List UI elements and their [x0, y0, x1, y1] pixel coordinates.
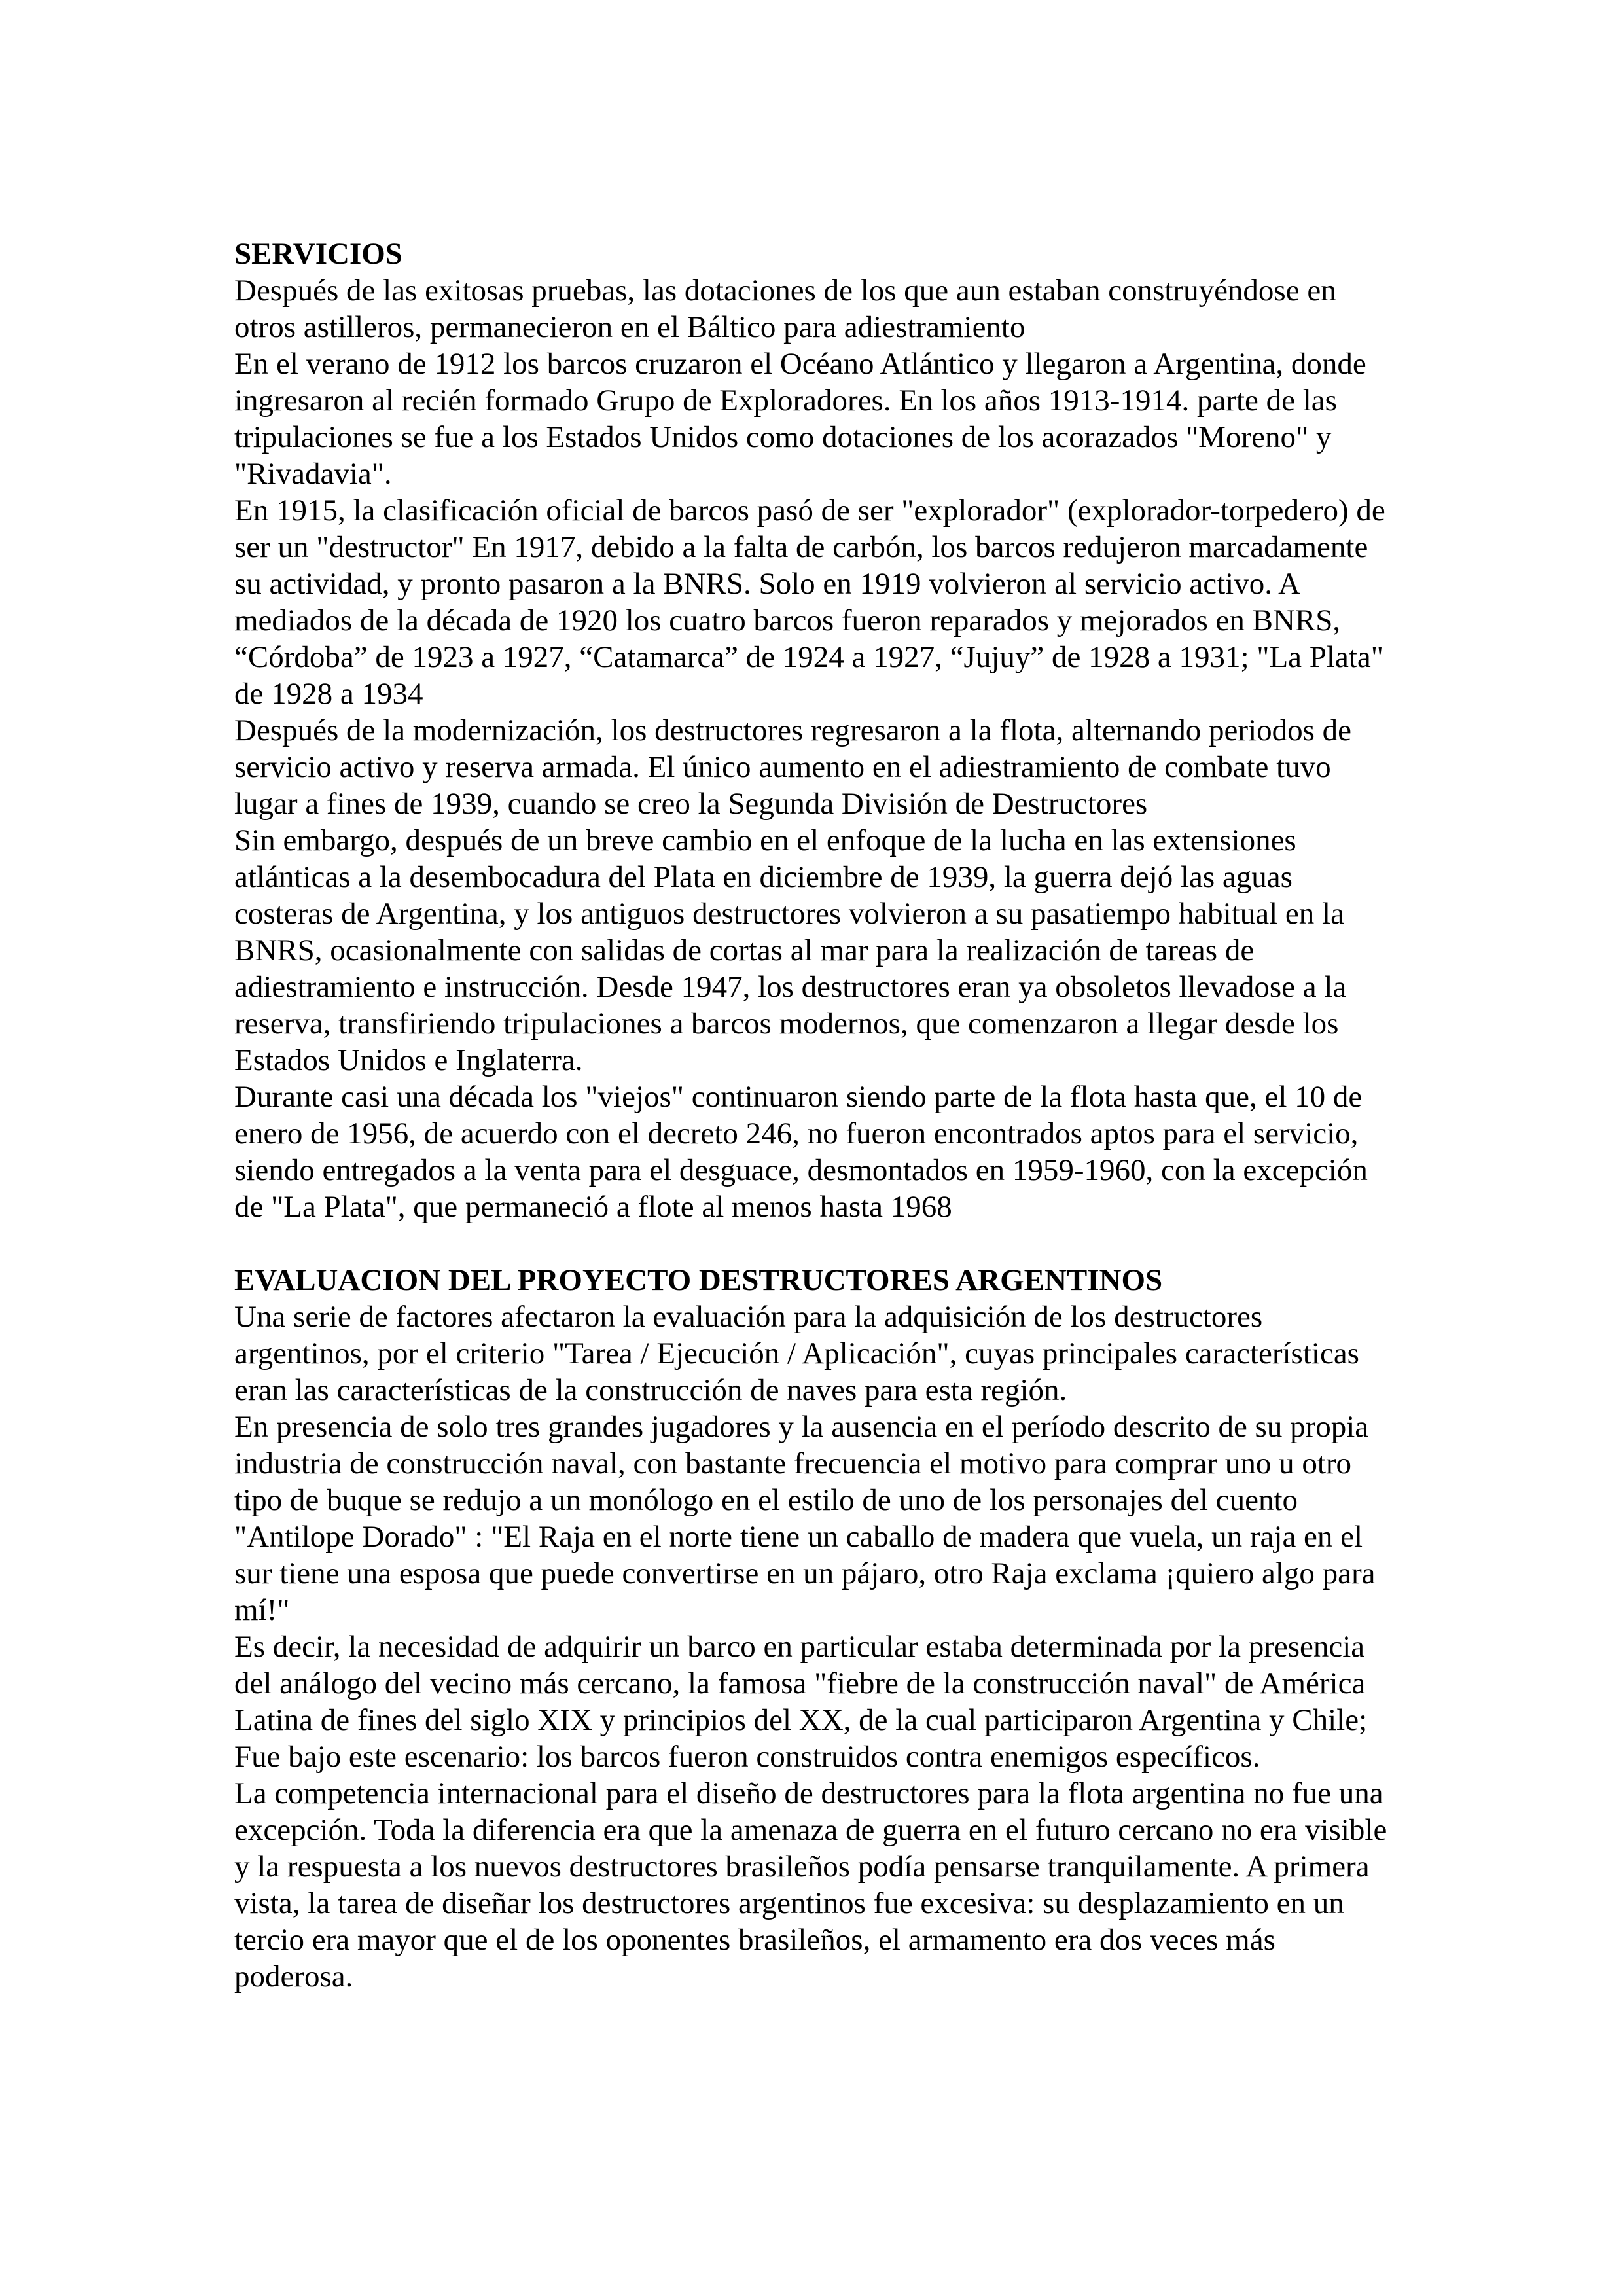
- paragraph: Durante casi una década los "viejos" continuaron siendo parte de la flota hasta que, el 10 de enero de 1956, de acuerdo con el decreto 246, no fueron encontrados aptos para el servicio, siendo entregados a la venta para el desguace, desmontados en 1959-1960, con la excepción de "La Plata", que permaneció a flote al menos hasta 1968: [234, 1080, 1368, 1224]
- section-evaluacion: [234, 1262, 1391, 1995]
- paragraph: Una serie de factores afectaron la evaluación para la adquisición de los destructores argentinos, por el criterio "Tarea / Ejecución / Aplicación", cuyas principales características eran las características de la construcción de naves para esta región.: [234, 1300, 1359, 1407]
- paragraph: La competencia internacional para el diseño de destructores para la flota argentina no fue una excepción. Toda la diferencia era que la amenaza de guerra en el futuro cercano no era visible y la respuesta a los nuevos destructores brasileños podía pensarse tranquilamente. A primera vista, la tarea de diseñar los destructores argentinos fue excesiva: su desplazamiento en un tercio era mayor que el de los oponentes brasileños, el armamento era dos veces más poderosa.: [234, 1776, 1387, 1994]
- paragraph: Después de las exitosas pruebas, las dotaciones de los que aun estaban construyéndose en otros astilleros, permanecieron en el Báltico para adiestramiento: [234, 274, 1336, 344]
- paragraph: En 1915, la clasificación oficial de barcos pasó de ser "explorador" (explorador-torpedero) de ser un "destructor" En 1917, debido a la falta de carbón, los barcos redujeron marcadamente su actividad, y pronto pasaron a la BNRS. Solo en 1919 volvieron al servicio activo. A mediados de la década de 1920 los cuatro barcos fueron reparados y mejorados en BNRS, “Córdoba” de 1923 a 1927, “Catamarca” de 1924 a 1927, “Jujuy” de 1928 a 1931; "La Plata" de 1928 a 1934: [234, 493, 1385, 711]
- section-heading: EVALUACION DEL PROYECTO DESTRUCTORES ARGENTINOS: [234, 1263, 1163, 1297]
- paragraph: Sin embargo, después de un breve cambio en el enfoque de la lucha en las extensiones atlánticas a la desembocadura del Plata en diciembre de 1939, la guerra dejó las aguas costeras de Argentina, y los antiguos destructores volvieron a su pasatiempo habitual en la BNRS, ocasionalmente con salidas de cortas al mar para la realización de tareas de adiestramiento e instrucción. Desde 1947, los destructores eran ya obsoletos llevadose a la reserva, transfiriendo tripulaciones a barcos modernos, que comenzaron a llegar desde los Estados Unidos e Inglaterra.: [234, 823, 1347, 1077]
- section-heading: SERVICIOS: [234, 237, 402, 271]
- paragraph: Es decir, la necesidad de adquirir un barco en particular estaba determinada por la presencia del análogo del vecino más cercano, la famosa "fiebre de la construcción naval" de América Latina de fines del siglo XIX y principios del XX, de la cual participaron Argentina y Chile; Fue bajo este escenario: los barcos fueron construidos contra enemigos específicos.: [234, 1630, 1368, 1774]
- paragraph: Después de la modernización, los destructores regresaron a la flota, alternando periodos de servicio activo y reserva armada. El único aumento en el adiestramiento de combate tuvo lugar a fines de 1939, cuando se creo la Segunda División de Destructores: [234, 713, 1352, 821]
- paragraph: En el verano de 1912 los barcos cruzaron el Océano Atlántico y llegaron a Argentina, donde ingresaron al recién formado Grupo de Exploradores. En los años 1913-1914. parte de las tripulaciones se fue a los Estados Unidos como dotaciones de los acorazados "Moreno" y "Rivadavia".: [234, 347, 1366, 491]
- paragraph: En presencia de solo tres grandes jugadores y la ausencia en el período descrito de su propia industria de construcción naval, con bastante frecuencia el motivo para comprar uno u otro tipo de buque se redujo a un monólogo en el estilo de uno de los personajes del cuento "Antilope Dorado" : "El Raja en el norte tiene un caballo de madera que vuela, un raja en el sur tiene una esposa que puede convertirse en un pájaro, otro Raja exclama ¡quiero algo para mí!": [234, 1410, 1376, 1627]
- section-servicios: [234, 236, 1391, 1225]
